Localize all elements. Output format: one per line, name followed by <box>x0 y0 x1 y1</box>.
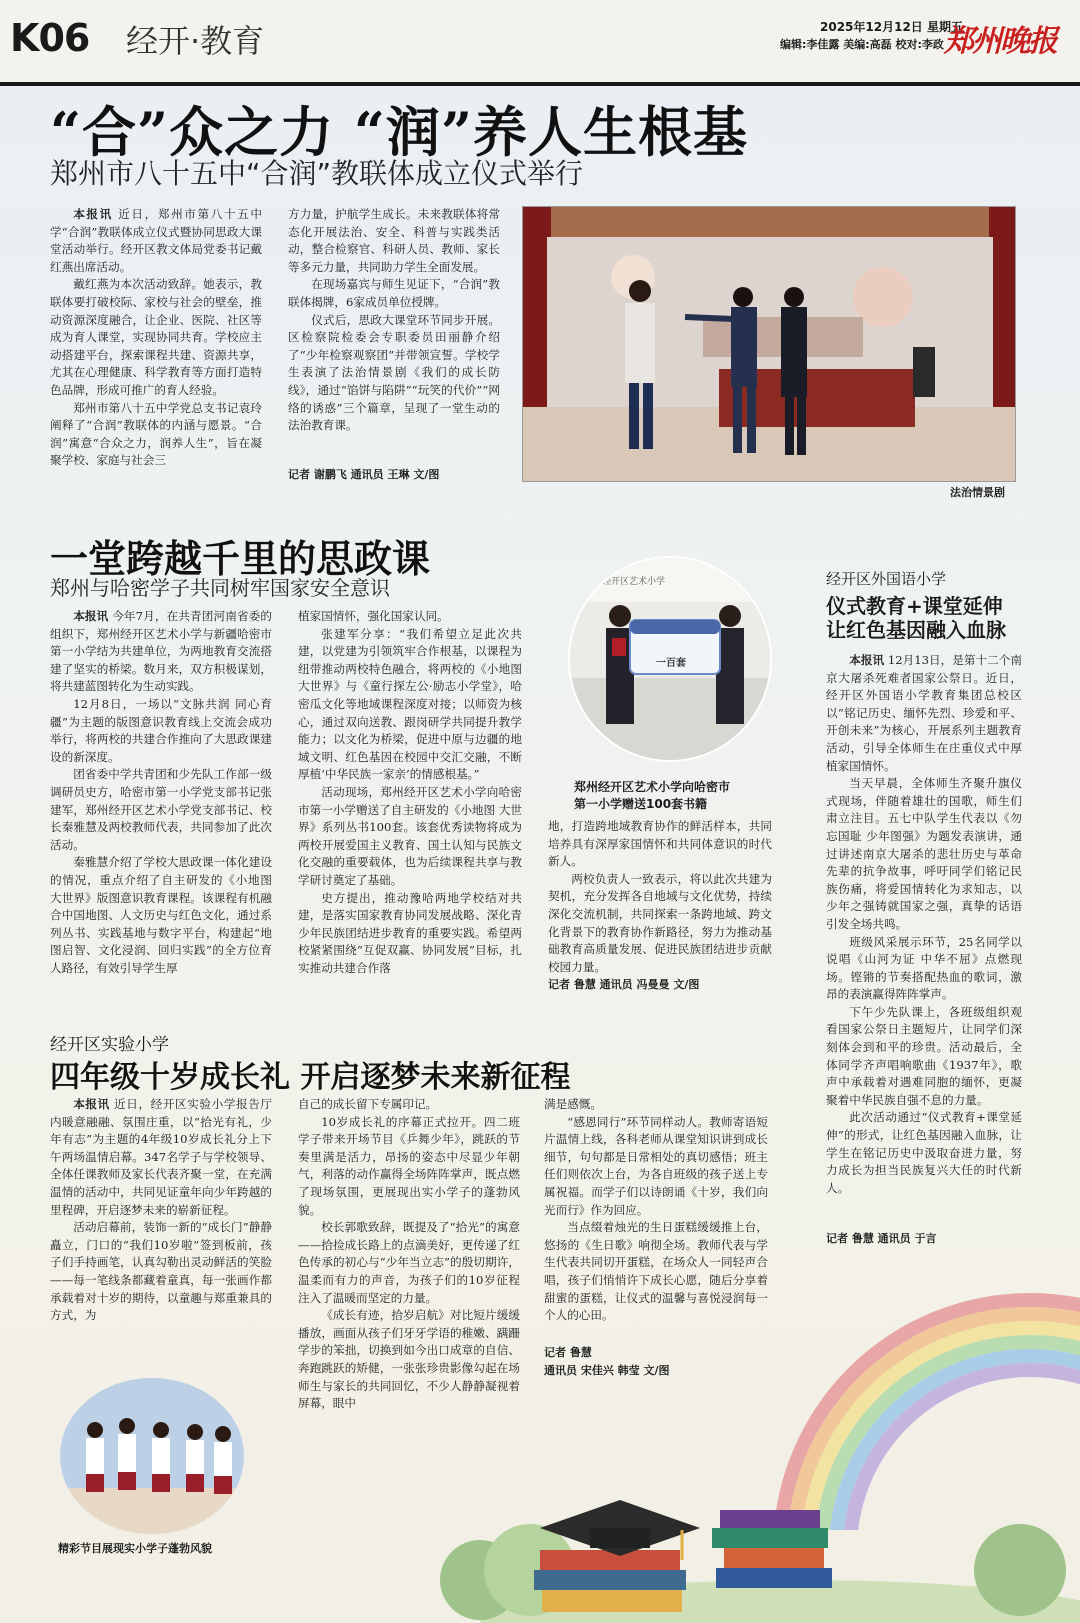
photo-board-text: 一百套 <box>656 658 686 669</box>
paragraph-text: 班级风采展示环节，25名同学以说唱《山河为证 中华不屈》点燃现场。铿锵的节奏搭配热血的歌词，激昂的表演赢得阵阵掌声。 <box>826 934 1022 1002</box>
header-rule <box>0 82 1080 86</box>
paragraph-text: 郑州市第八十五中学党总支书记袁玲阐释了“合润”教联体的内涵与愿景。“合润”寓意“合众之力，润养人生”，旨在凝聚学校、家庭与社会三 <box>50 400 262 468</box>
paragraph-text: 此次活动通过“仪式教育+课堂延伸”的形式，让红色基因融入血脉，让学生在铭记历史中汲取奋进力量，努力成长为担当民族复兴大任的时代新人。 <box>826 1110 1022 1195</box>
paragraph-text: 在现场嘉宾与师生见证下，“合润”教联体揭牌，6家成员单位授牌。 <box>288 277 500 309</box>
article2-title: 一堂跨越千里的思政课 <box>50 536 431 581</box>
paragraph <box>298 626 522 784</box>
paragraph-text: 当点缀着烛光的生日蛋糕缓缓推上台，悠扬的《生日歌》响彻全场。教师代表与学生代表共同切开蛋糕，在场众人一同轻声合唱，孩子们悄悄许下成长心愿，随后分享着甜蜜的蛋糕，让仪式的温馨与喜悦浸润每一个人的心田。 <box>544 1220 768 1323</box>
page-code: K06 <box>10 16 90 60</box>
article1-credit: 记者 谢鹏飞 通讯员 王琳 文/图 <box>288 468 440 481</box>
staff-line: 编辑:李佳露 美编:高磊 校对:李政 <box>780 38 944 51</box>
paragraph-text: 植家国情怀，强化国家认同。 <box>298 609 449 623</box>
legal-drama-photo <box>522 206 1016 482</box>
article1-photo-caption: 法治情景剧 <box>950 486 1005 499</box>
article2-credit: 记者 鲁慧 通讯员 冯曼曼 文/图 <box>548 978 700 991</box>
paragraph <box>50 1096 272 1219</box>
paragraph-text: 地，打造跨地域教育协作的鲜活样本，共同培养具有深厚家国情怀和共同体意识的时代新人。 <box>548 819 772 869</box>
article3-column <box>826 652 1022 1197</box>
article2-column-3 <box>548 818 772 976</box>
paragraph <box>50 766 272 854</box>
paragraph <box>50 696 272 766</box>
dateline: 本报讯 <box>849 653 885 667</box>
paragraph <box>826 775 1022 933</box>
paragraph-text: 活动现场，郑州经开区艺术小学向哈密市第一小学赠送了自主研发的《小地图 大世界》系列丛书100套。该套优秀读物将成为两校开展爱国主义教育、国土认知与民族文化交融的重要载体，也为后续课程共享与教学研讨奠定了基础。 <box>298 784 522 887</box>
article4-title: 四年级十岁成长礼 开启逐梦未来新征程 <box>50 1060 571 1095</box>
article3-kicker: 经开区外国语小学 <box>826 570 947 588</box>
article3-title-line-2: 让红色基因融入血脉 <box>826 618 1006 642</box>
paragraph <box>298 1114 520 1220</box>
paragraph <box>50 400 262 470</box>
article2-photo-caption-1: 郑州经开区艺术小学向哈密市 <box>574 780 731 794</box>
article4-column-1 <box>50 1096 272 1325</box>
paragraph-text: 活动启幕前，装饰一新的“成长门”静静矗立，门口的“我们10岁啦”签到板前，孩子们手持画笔，认真勾勒出灵动鲜活的笑脸——每一笔线条都藏着童真，每一张画作都承载着对十岁的期待，以童趣与郑重兼具的方式，为 <box>50 1220 272 1323</box>
paragraph <box>826 1109 1022 1197</box>
article4-credit-2: 通讯员 宋佳兴 韩莹 文/图 <box>544 1364 670 1377</box>
paragraph-text: 《成长有迹，拾岁启航》对比短片缓缓播放，画面从孩子们牙牙学语的稚嫩、蹒跚学步的笨拙，切换到如今出口成章的自信、奔跑跳跃的矫健，一张张珍贵影像勾起在场师生与家长的共同回忆，不少人静静凝视着屏幕，眼中 <box>298 1308 520 1411</box>
article4-credit-1: 记者 鲁慧 <box>544 1346 592 1359</box>
article4-photo-caption: 精彩节目展现实小学子蓬勃风貌 <box>58 1542 212 1555</box>
article1-column-1 <box>50 206 262 470</box>
paragraph-text: 12月8日，一场以“文脉共润 同心育疆”为主题的版图意识教育线上交流会成功举行，将两校的共建合作推向了大思政课建设的新深度。 <box>50 696 272 764</box>
paragraph <box>288 206 500 276</box>
paragraph <box>288 276 500 311</box>
newspaper-logo: 郑州晚报 <box>944 24 1056 59</box>
dateline: 本报讯 <box>73 207 113 221</box>
article3-title-line-1: 仪式教育+课堂延伸 <box>826 594 1003 618</box>
article4-column-2 <box>298 1096 520 1413</box>
paragraph-text: 仪式后，思政大课堂环节同步开展。区检察院检委会专职委员田丽静介绍了“少年检察观察团”并带领宣誓。学校学生表演了法治情景剧《我们的成长防线》，通过“馅饼与陷阱”“玩笑的代价”“网络的诱惑”三个篇章，呈现了一堂生动的法治教育课。 <box>288 312 500 433</box>
paragraph-text: 自己的成长留下专属印记。 <box>298 1097 438 1111</box>
paragraph-text: 校长郭歌致辞，既提及了“拾光”的寓意——拾捡成长路上的点滴美好，更传递了红色传承的初心与“少年当立志”的殷切期许，温柔而有力的声音，为孩子们的10岁征程注入了温暖而坚定的力量。 <box>298 1220 520 1305</box>
article1-title: “合”众之力 “润”养人生根基 <box>50 100 749 164</box>
article2-photo-caption-2: 第一小学赠送100套书籍 <box>574 797 708 811</box>
paragraph-text: “感恩同行”环节同样动人。教师寄语短片温情上线，各科老师从课堂知识讲到成长细节，句句都是日常相处的真切感悟；班主任们则依次上台，为各自班级的孩子送上专属祝福。而学子们以诗朗诵《十岁，我们向光而行》作为回应。 <box>544 1114 768 1217</box>
paragraph <box>298 784 522 890</box>
paragraph-text: 近日，经开区实验小学报告厅内暖意融融、氛围庄重，以“拾光有礼，少年有志”为主题的4年级10岁成长礼分上下午两场温情启幕。347名学子与学校领导、全体任课教师及家长代表齐聚一堂，在充满温情的活动中，共同见证童年向少年跨越的里程碑，开启逐梦未来的崭新征程。 <box>50 1097 272 1217</box>
dateline: 本报讯 <box>73 609 109 623</box>
paragraph-text: 秦雅慧介绍了学校大思政课一体化建设的情况，重点介绍了自主研发的《小地图 大世界》版图意识教育课程。该课程有机融合中国地图、人文历史与红色文化，通过系列丛书、实践基地与数字平台，构建起“地图启智、文化浸润、回归实践”的全方位育人路径，有效引导学生厚 <box>50 855 272 975</box>
article2-column-2 <box>298 608 522 977</box>
paragraph <box>548 818 772 871</box>
section-name: 经开·教育 <box>126 22 265 60</box>
paragraph <box>298 1219 520 1307</box>
dateline: 本报讯 <box>73 1097 110 1111</box>
paragraph <box>544 1096 768 1114</box>
paragraph-text: 近日，郑州市第八十五中学“合润”教联体成立仪式暨协同思政大课堂活动举行。经开区教文体局党委书记戴红燕出席活动。 <box>50 207 262 274</box>
photo-banner-text: 郑州经开区艺术小学 <box>584 577 666 587</box>
paragraph <box>298 1096 520 1114</box>
paragraph <box>50 206 262 276</box>
paragraph <box>298 608 522 626</box>
paragraph <box>826 934 1022 1004</box>
performance-illustration <box>60 1378 244 1534</box>
paragraph <box>544 1114 768 1220</box>
paragraph <box>298 890 522 978</box>
article3-credit: 记者 鲁慧 通讯员 于言 <box>826 1232 937 1245</box>
paragraph <box>50 608 272 696</box>
books-and-cap-illustration <box>420 1380 1080 1623</box>
paragraph-text: 今年7月，在共青团河南省委的组织下，郑州经开区艺术小学与新疆哈密市第一小学结为共建单位，为两地教育交流搭建了坚实的桥梁。数月来，双方积极谋划，将共建蓝图转化为生动实践。 <box>50 609 272 694</box>
paragraph <box>826 652 1022 775</box>
paragraph-text: 团省委中学共青团和少先队工作部一级调研员史方，哈密市第一小学党支部书记张建军，郑州经开区艺术小学党支部书记、校长秦雅慧及两校教师代表，共同参加了此次活动。 <box>50 767 272 852</box>
paragraph-text: 12月13日，是第十二个南京大屠杀死难者国家公祭日。近日，经开区外国语小学教育集团总校区以“铭记历史、缅怀先烈、珍爱和平、开创未来”为核心，开展系列主题教育活动，引导全体师生在庄重仪式中厚植家国情怀。 <box>826 653 1022 773</box>
paragraph-text: 史方提出，推动豫哈两地学校结对共建，是落实国家教育协同发展战略、深化青少年民族团结进步教育的重要实践。希望两校紧紧围绕“互促双赢、协同发展”目标，扎实推动共建合作落 <box>298 890 522 975</box>
article1-subtitle: 郑州市八十五中“合润”教联体成立仪式举行 <box>50 157 584 190</box>
paragraph <box>288 312 500 435</box>
paragraph-text: 当天早晨，全体师生齐聚升旗仪式现场，伴随着雄壮的国歌，师生们肃立注目。五七中队学生代表以《勿忘国耻 少年图强》为题发表演讲，通过讲述南京大屠杀的悲壮历史与革命先辈的抗争故事，呼吁同学们铭记民族伤痛，将爱国情转化为求知志，以少年之强铸就国家之强，真挚的话语引发全场共鸣。 <box>826 776 1022 931</box>
paragraph-text: 下午少先队课上，各班级组织观看国家公祭日主题短片，让同学们深刻体会到和平的珍贵。活动最后，全体同学齐声唱响歌曲《1937年》，歌声中承载着对遇难同胞的缅怀，更凝聚着中华民族自强不息的力量。 <box>826 1004 1022 1107</box>
paragraph-text: 两校负责人一致表示，将以此次共建为契机，充分发挥各自地域与文化优势，持续深化交流机制，共同探索一条跨地域、跨文化背景下的教育协作新路径，努力为推动基础教育高质量发展、促进民族团结进步贡献校园力量。 <box>548 871 772 974</box>
paragraph <box>50 1219 272 1325</box>
paragraph-text: 10岁成长礼的序幕正式拉开。四二班学子带来开场节目《乒舞少年》，跳跃的节奏里满是活力，昂扬的姿态中尽显少年朝气，利落的动作赢得全场阵阵掌声，既点燃了现场氛围，更展现出实小学子的蓬勃风貌。 <box>298 1114 520 1217</box>
article2-subtitle: 郑州与哈密学子共同树牢国家安全意识 <box>50 576 390 600</box>
performance-photo <box>60 1378 244 1534</box>
paragraph <box>50 854 272 977</box>
paragraph-text: 张建军分享：“我们希望立足此次共建，以党建为引领筑牢合作根基，以课程为纽带推动两校特色融合，将两校的《小地图 大世界》与《童行探左公·励志小学堂》，哈密瓜文化等地域课程深度对接；以师资为核心，通过双向送教、跟岗研学共同提升教学能力；以文化为桥梁，促进中原与边疆的地域文明、红色基因在校园中交汇交融，不断厚植‘中华民族一家亲’的情感根基。” <box>298 626 522 782</box>
legal-drama-illustration <box>523 207 1016 482</box>
paragraph <box>826 1004 1022 1110</box>
article1-column-2 <box>288 206 500 435</box>
paragraph-text: 戴红燕为本次活动致辞。她表示，教联体要打破校际、家校与社会的壁垒，推动资源深度融合，让企业、医院、社区等成为育人课堂，实现协同共育。学校应主动搭建平台，探索课程共建、资源共享，尤其在心理健康、科学教育等方面打造特色品牌，形成可推广的育人经验。 <box>50 277 262 397</box>
paragraph-text: 方力量，护航学生成长。未来教联体将常态化开展法治、安全、科普与实践类活动，整合检察官、科研人员、教师、家长等多元力量，共同助力学生全面发展。 <box>288 207 500 274</box>
book-donation-photo <box>568 556 772 762</box>
issue-date: 2025年12月12日 星期五 <box>820 20 963 34</box>
paragraph-text: 满是感慨。 <box>544 1097 602 1111</box>
paragraph <box>548 871 772 977</box>
article2-column-1 <box>50 608 272 977</box>
article4-kicker: 经开区实验小学 <box>50 1035 169 1055</box>
paragraph <box>50 276 262 399</box>
